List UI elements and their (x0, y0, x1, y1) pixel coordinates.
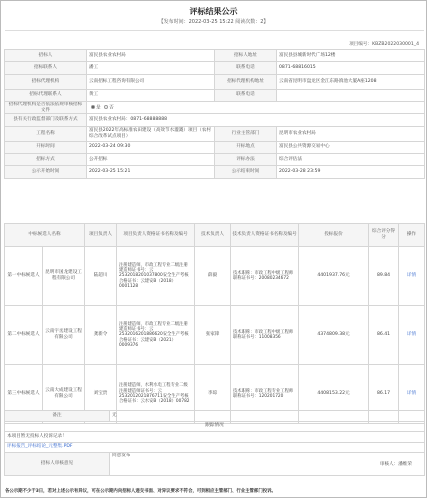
industry-label: 行业主管部门 (215, 126, 277, 141)
remark-label: 备注 (5, 411, 110, 422)
project-value: 富民县2022年高标准农田建设（高效节水灌溉）项目（农村综合改革试点项目） (87, 126, 215, 141)
footer-table (4, 410, 425, 476)
tenderer-tel-value: 0871-68816015 (277, 62, 425, 74)
candidate-price: 4401937.76元 (299, 247, 369, 306)
candidate-detail-link[interactable]: 详情 (399, 365, 425, 424)
candidate-name: 云南宇丞建设工程有限公司 (43, 306, 85, 365)
candidate-tech: 薛毅 (195, 247, 231, 306)
tenderer-addr-label: 招标人地址 (215, 50, 277, 62)
open-place-value: 富民县公共资源交易中心 (277, 141, 425, 153)
agency-addr-value: 云南省昆明市盘龙区金江东路滇池大厦A座1208 (277, 74, 425, 89)
candidate-tech: 李琼 (195, 365, 231, 424)
attachment-link[interactable]: 评标报告_评标结论_元整集.PDF (7, 444, 73, 450)
agency-value: 云南招标工程咨询有限公司 (87, 74, 215, 89)
approval-no-radio[interactable] (104, 105, 108, 109)
candidate-name: 云南大成建设工程有限公司 (43, 365, 85, 424)
project-number: 项目编号：KBZB2022030001_4 (349, 42, 419, 47)
tenderer-value: 富民县农业农村局 (87, 50, 215, 62)
col-header-price: 投标报价 (299, 224, 369, 247)
candidate-name: 昆明市国龙建设工程有限公司 (43, 247, 85, 306)
approval-yes-radio[interactable] (91, 105, 95, 109)
end-value: 2022-03-28 23:59 (277, 166, 425, 178)
candidate-detail-link[interactable]: 详情 (399, 247, 425, 306)
candidate-tech-cert: 技术职称：市政工程中级工程师职称证书号：20080234672 (231, 247, 299, 306)
approval-label: 招标代理机构是否依法依规审核招标文件 (5, 101, 87, 113)
candidate-manager-cert: 注册建造师，水利水电工程专业二级注册建造师证书号：云2532012021876711安全生产考核合格证书：云水安B（2018）00782 (117, 365, 195, 424)
candidate-manager: 刘宝贵 (85, 365, 117, 424)
approval-options (87, 101, 425, 113)
supervise-label: 县有关行政监督部门及联系方式 (5, 114, 87, 126)
col-header-action: 操作 (399, 224, 425, 247)
agency-addr-label: 招标代理机构地址 (215, 74, 277, 89)
col-header-manager-cert: 项目负责人资格证书名称及编号 (117, 224, 195, 247)
candidates-header-row (5, 224, 425, 247)
agency-tel-value (277, 89, 425, 101)
method-label: 招标方式 (5, 153, 87, 165)
candidate-rank: 第一中标候选人 (5, 247, 43, 306)
col-header-manager: 项目负责人 (85, 224, 117, 247)
candidate-tech-cert: 技术职称：市政工程专业工程师职称证书号：120201720 (231, 365, 299, 424)
disclaimer-note: 各公示期不少于3日，若对上述公示有异议，可在公示期内向招标人递交书面、对异议要求不符合，可到相应主管部门、行业主管部门投诉。 (5, 489, 276, 494)
open-time-value: 2022-03-24 09:30 (87, 141, 215, 153)
agency-tel-label: 联系电话 (215, 89, 277, 101)
candidate-manager-cert: 注册建造师，市政工程专业二级注册建造师证书号：云2532018201037800安全生产考核合格证书：云建安B（2018）0001128 (117, 247, 195, 306)
candidate-tech: 张家锋 (195, 306, 231, 365)
candidate-manager: 陆超川 (85, 247, 117, 306)
opinion-cell (110, 453, 425, 476)
publish-info: 【发布时间：2022-03-25 15:22 阅读次数：2】 (158, 19, 269, 25)
candidate-price: 4408153.22元 (299, 365, 369, 424)
divider (5, 30, 424, 31)
method-value: 公开招标 (87, 153, 215, 165)
agency-label: 招标代理机构 (5, 74, 87, 89)
page-title: 评标结果公示 (189, 7, 238, 16)
col-header-tech: 技术负责人 (195, 224, 231, 247)
tenderer-contact-value: 潘工 (87, 62, 215, 74)
eval-label: 评标办法 (215, 153, 277, 165)
candidate-price: 4374809.38元 (299, 306, 369, 365)
candidate-manager: 龚新令 (85, 306, 117, 365)
candidate-detail-link[interactable]: 详情 (399, 306, 425, 365)
project-label: 工程名称 (5, 126, 87, 141)
tracking-note: 本项目暂无投标人投诉记录！ (5, 432, 425, 443)
industry-value: 昆明市农业农村局 (277, 126, 425, 141)
tenderer-label: 招标人 (5, 50, 87, 62)
attachment-row (5, 442, 425, 453)
tracking-title: 跟踪情况 (5, 421, 425, 432)
agency-contact-label: 招标代理联系人 (5, 89, 87, 101)
approval-no-text: 否 (109, 105, 114, 110)
supervise-value: 富民县农业农村局：0871-68888888 (87, 114, 425, 126)
opinion-value: 同意发布 (112, 453, 131, 458)
col-header-score: 综合评分得分 (369, 224, 399, 247)
open-place-label: 开标地点 (215, 141, 277, 153)
candidate-rank: 第三中标候选人 (5, 365, 43, 424)
candidate-tech-cert: 技术职称：市政工程中级工程师职称证书号：11008356 (231, 306, 299, 365)
col-header-name: 中标候选人名称 (5, 224, 85, 247)
candidate-manager-cert: 注册建造师，市政工程专业二级注册建造师证书号：云2532016201886620安全生产考核合格证书：云建安B（2021）0009376 (117, 306, 195, 365)
candidate-score: 86.17 (369, 365, 399, 424)
open-time-label: 开标时间 (5, 141, 87, 153)
opinion-label: 招标人审核意见 (5, 453, 110, 476)
table-row (5, 306, 425, 365)
tenderer-contact-label: 招标联系人 (5, 62, 87, 74)
eval-value: 综合评估法 (277, 153, 425, 165)
start-label: 公示开始时间 (5, 166, 87, 178)
candidate-score: 89.84 (369, 247, 399, 306)
agency-contact-value: 黄工 (87, 89, 215, 101)
tenderer-addr-value: 富民县县城新时代广场12楼 (277, 50, 425, 62)
candidate-rank: 第二中标候选人 (5, 306, 43, 365)
remark-value: 无 (110, 411, 425, 422)
candidates-table (4, 223, 425, 424)
table-row (5, 247, 425, 306)
auditor: 审核人：潘维荣 (379, 462, 412, 467)
col-header-tech-cert: 技术负责人资格证书名称及编号 (231, 224, 299, 247)
project-info-table (4, 49, 425, 179)
end-label: 公示结束时间 (215, 166, 277, 178)
tenderer-tel-label: 联系电话 (215, 62, 277, 74)
approval-yes-text: 是 (96, 105, 101, 110)
candidate-score: 86.41 (369, 306, 399, 365)
start-value: 2022-03-25 15:21 (87, 166, 215, 178)
